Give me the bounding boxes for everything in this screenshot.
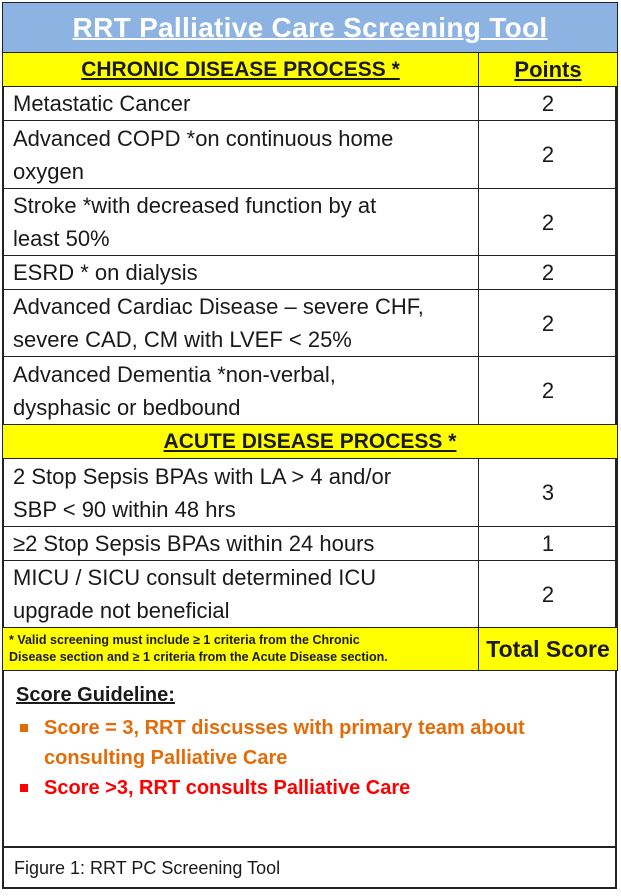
score-guideline <box>4 670 615 845</box>
points-cell: 2 <box>479 189 618 256</box>
criteria-cell: Metastatic Cancer <box>3 87 479 121</box>
table-row <box>3 357 618 425</box>
table-title: RRT Palliative Care Screening Tool <box>3 3 618 53</box>
square-bullet-icon <box>20 724 28 732</box>
table-row <box>3 189 618 256</box>
points-cell: 2 <box>479 357 618 425</box>
square-bullet-icon <box>20 784 28 792</box>
points-cell: 2 <box>479 561 618 628</box>
table-row <box>3 121 618 189</box>
criteria-cell: Advanced COPD *on continuous home oxygen <box>3 121 479 189</box>
chronic-section-header: CHRONIC DISEASE PROCESS * <box>3 53 479 87</box>
points-cell: 3 <box>479 459 618 527</box>
points-cell: 2 <box>479 87 618 121</box>
table-row <box>3 87 618 121</box>
table-row <box>3 256 618 290</box>
figure-caption: Figure 1: RRT PC Screening Tool <box>2 846 617 889</box>
acute-section-header: ACUTE DISEASE PROCESS * <box>3 425 618 459</box>
criteria-cell: 2 Stop Sepsis BPAs with LA > 4 and/or SBP < 90 within 48 hrs <box>3 459 479 527</box>
criteria-cell: Advanced Dementia *non-verbal, dysphasic or bedbound <box>3 357 479 425</box>
screening-table <box>2 2 618 671</box>
points-header: Points <box>479 53 618 87</box>
criteria-cell: ≥2 Stop Sepsis BPAs within 24 hours <box>3 527 479 561</box>
table-row <box>3 561 618 628</box>
validity-footnote: * Valid screening must include ≥ 1 criteria from the Chronic Disease section and ≥ 1 criteria from the Acute Disease section. <box>3 628 479 671</box>
criteria-cell: ESRD * on dialysis <box>3 256 479 290</box>
table-row <box>3 527 618 561</box>
points-cell: 1 <box>479 527 618 561</box>
points-cell: 2 <box>479 256 618 290</box>
criteria-cell: Advanced Cardiac Disease – severe CHF, severe CAD, CM with LVEF < 25% <box>3 290 479 357</box>
guideline-item-score-3: Score = 3, RRT discusses with primary team about consulting Palliative Care <box>16 713 603 773</box>
table-row <box>3 290 618 357</box>
table-row <box>3 459 618 527</box>
guideline-title: Score Guideline: <box>16 684 175 706</box>
guideline-item-score-over-3: Score >3, RRT consults Palliative Care <box>16 773 603 803</box>
total-score-label: Total Score <box>479 628 618 671</box>
criteria-cell: MICU / SICU consult determined ICU upgrade not beneficial <box>3 561 479 628</box>
criteria-cell: Stroke *with decreased function by at least 50% <box>3 189 479 256</box>
points-cell: 2 <box>479 290 618 357</box>
points-cell: 2 <box>479 121 618 189</box>
